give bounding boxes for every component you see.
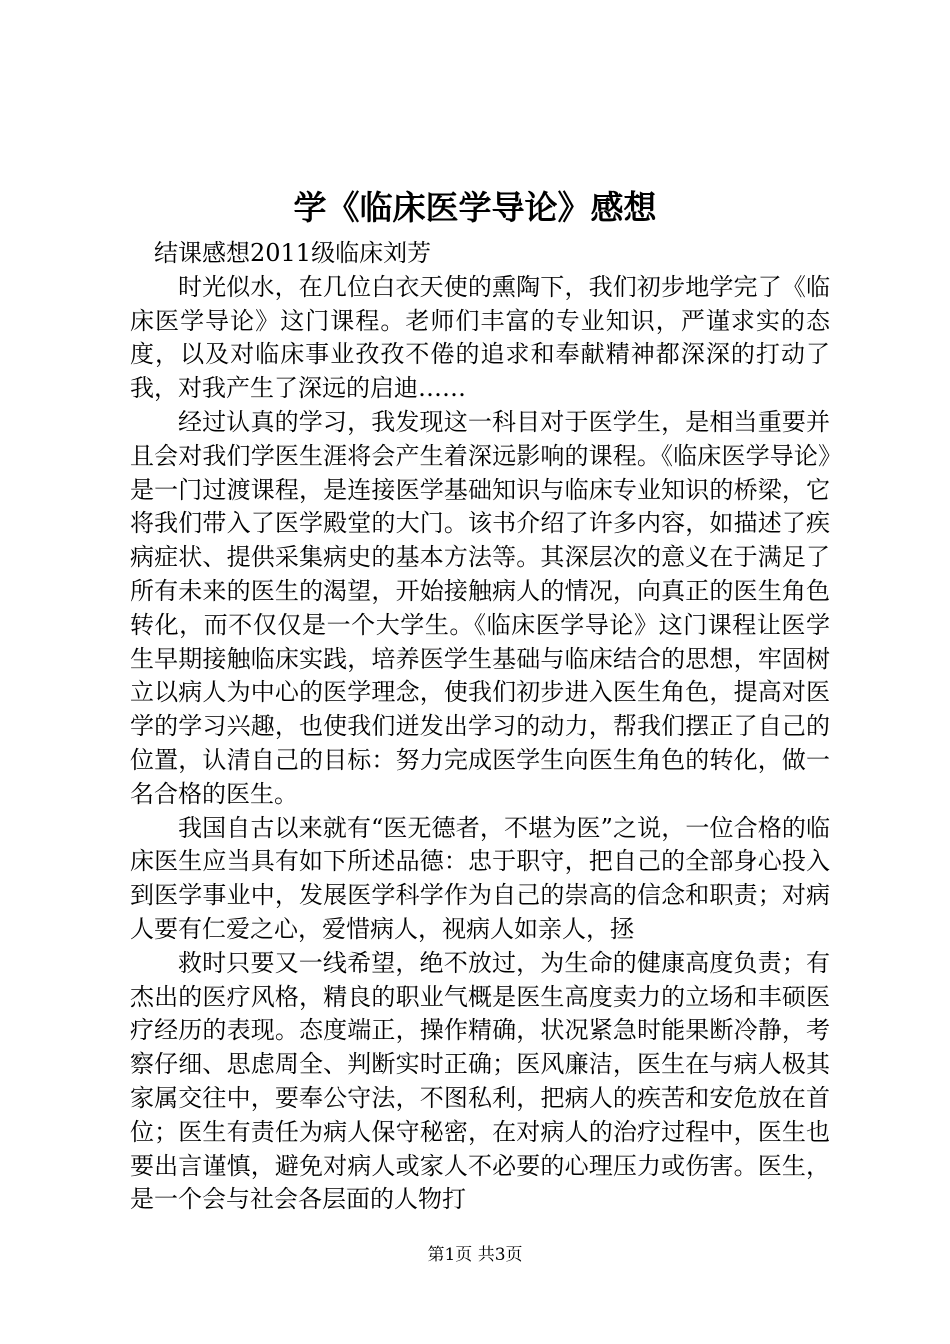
- paragraph-4: 救时只要又一线希望，绝不放过，为生命的健康高度负责；有杰出的医疗风格，精良的职业气概是医生高度卖力的立场和丰硕医疗经历的表现。态度端正，操作精确，状况紧急时能果断冷静，考察仔细、思虑周全、判断实时正确；医风廉洁，医生在与病人极其家属交往中，要奉公守法，不图私利，把病人的疾苦和安危放在首位；医生有责任为病人保守秘密，在对病人的治疗过程中，医生也要出言谨慎，避免对病人或家人不必要的心理压力或伤害。医生，是一个会与社会各层面的人物打: [130, 948, 830, 1214]
- paragraph-3: 我国自古以来就有“医无德者，不堪为医”之说，一位合格的临床医生应当具有如下所述品德：忠于职守，把自己的全部身心投入到医学事业中，发展医学科学作为自己的崇高的信念和职责；对病人要有仁爱之心，爱惜病人，视病人如亲人，拯: [130, 813, 830, 943]
- document-body: [130, 237, 830, 1217]
- paragraph-2: 经过认真的学习，我发现这一科目对于医学生，是相当重要并且会对我们学医生涯将会产生着深远影响的课程。《临床医学导论》是一门过渡课程，是连接医学基础知识与临床专业知识的桥梁，它将我们带入了医学殿堂的大门。该书介绍了许多内容，如描述了疾病症状、提供采集病史的基本方法等。其深层次的意义在于满足了所有未来的医生的渴望，开始接触病人的情况，向真正的医生角色转化，而不仅仅是一个大学生。《临床医学导论》这门课程让医学生早期接触临床实践，培养医学生基础与临床结合的思想，牢固树立以病人为中心的医学理念，使我们初步进入医生角色，提高对医学的学习兴趣，也使我们迸发出学习的动力，帮我们摆正了自己的位置，认清自己的目标：努力完成医学生向医生角色的转化，做一名合格的医生。: [130, 407, 830, 808]
- page-footer: 第1页 共3页: [427, 1245, 523, 1265]
- paragraph-1: 时光似水，在几位白衣天使的熏陶下，我们初步地学完了《临床医学导论》这门课程。老师们丰富的专业知识，严谨求实的态度，以及对临床事业孜孜不倦的追求和奉献精神都深深的打动了我，对我产生了深远的启迪……: [130, 272, 830, 403]
- document-title: 学《临床医学导论》感想: [293, 188, 657, 227]
- byline: 结课感想2011级临床刘芳: [154, 239, 432, 267]
